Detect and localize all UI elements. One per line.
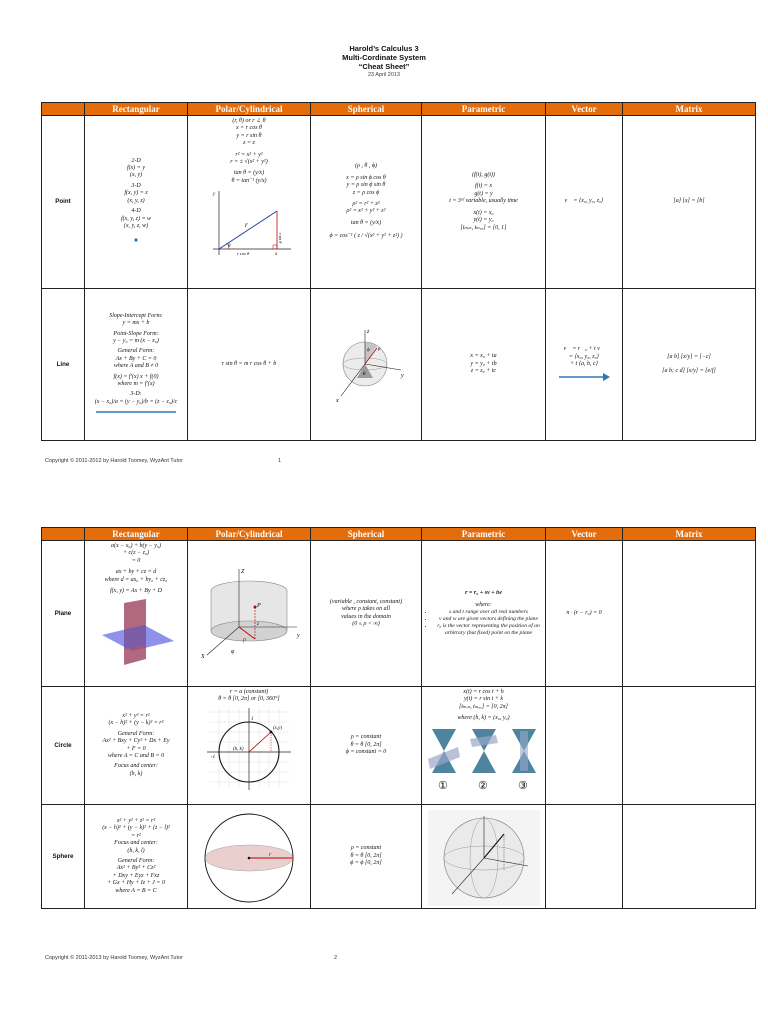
- cheat-sheet-table-page-1: [41, 102, 756, 441]
- col-header-parametric-2: Parametric: [422, 528, 546, 541]
- row-plane: [42, 541, 756, 687]
- col-header-rectangular-2: Rectangular: [85, 528, 188, 541]
- circle-polar: r = a (constant) θ = θ [0, 2π] or [0, 360°] (x,y) (h, k) 1 -1: [188, 687, 311, 805]
- z-label: z: [367, 328, 370, 335]
- cone-label-1: ①: [438, 779, 448, 792]
- point-vector: v⃗ = ⟨x₀, y₀, z₀⟩: [546, 116, 623, 289]
- cone-1: [428, 729, 460, 773]
- sphere-cross-section-diagram: [197, 810, 301, 906]
- circle-rectangular: x² + y² = r² (x − h)² + (y − k)² = r² General Form: Ax² + Bxy + Cy² + Dx + Ey + F = 0 where A = C and B = 0 Focus and center: (h, k): [85, 687, 188, 805]
- col-header-spherical-2: Spherical: [311, 528, 422, 541]
- tick-neg-label: -1: [211, 754, 216, 760]
- col-header-vector-2: Vector: [546, 528, 623, 541]
- document-header: [0, 44, 768, 79]
- line-parametric: x = x₀ + ta y = y₀ + tb z = z₀ + tc: [422, 289, 546, 441]
- x-label: x: [275, 252, 278, 258]
- cylinder-bottom: [211, 621, 287, 641]
- circle-parametric: x(t) = r cos t + h y(t) = r sin t + k [tₘᵢₙ, tₘₐₓ] = [0, 2π] where (h, k) = (x₀, y₀) ① ② ③: [422, 687, 546, 805]
- plane-parametric: r = r₀ + sv + tw where: • s and t range over all real numbers • v and w are given vectors defining the plane • r₀ is the vector representing the position of an arbitrary (but fixed) point on the plane: [422, 541, 546, 687]
- cone-label-3: ③: [518, 779, 528, 792]
- corner-cell-2: [42, 528, 85, 541]
- circle-matrix: [623, 687, 756, 805]
- title-line-2: Multi-Cordinate System: [342, 53, 426, 62]
- center-label: (h, k): [233, 746, 244, 752]
- corner-cell: [42, 103, 85, 116]
- col-header-matrix: Matrix: [623, 103, 756, 116]
- circle-vector: [546, 687, 623, 805]
- footer-page-2: [45, 955, 345, 961]
- col-header-matrix-2: Matrix: [623, 528, 756, 541]
- cylindrical-coordinates-diagram: [193, 565, 305, 665]
- cheat-sheet-table-page-2: [41, 527, 756, 909]
- z-label: Z: [241, 568, 245, 575]
- line-rectangular: Slope-Intercept Form: y = mx + b Point-Slope Form: y − y₀ = m (x − x₀) General Form: Ax + By + C = 0 where A and B ≠ 0 f(x) = f′(x) x + f(0) where m = f′(x) 3-D: (x − x₀)/a = (y − y₀)/b = (z − z₀)/c: [85, 289, 188, 441]
- z0-label: z: [257, 621, 259, 627]
- title-line-3: “Cheat Sheet”: [358, 62, 410, 71]
- point-xy-label: (x,y): [273, 725, 283, 731]
- point-xy: [270, 730, 273, 733]
- sphere-spherical: ρ = constant θ = θ [0, 2π] ϕ = ϕ [0, 2π]: [311, 805, 422, 909]
- footer-page-1: [45, 458, 345, 464]
- line-spherical: [311, 289, 422, 441]
- row-sphere: [42, 805, 756, 909]
- conic-sections-diagram: [424, 725, 544, 795]
- row-label-plane: Plane: [42, 541, 85, 687]
- point-parametric: (f(t), g(t)) f(t) = x g(t) = y t = 3ʳᵈ variable, usually time x(t) = x₀ y(t) = y₀ [tₘᵢₙ, tₘₐₓ] = [0, 1]: [422, 116, 546, 289]
- col-header-vector: Vector: [546, 103, 623, 116]
- title-line-1: Harold’s Calculus 3: [349, 44, 419, 53]
- cone-2: [470, 729, 498, 773]
- point-matrix: [a] [x] = [b]: [623, 116, 756, 289]
- page-number-1: 1: [278, 458, 282, 464]
- intersecting-planes-diagram: [94, 597, 178, 669]
- center-dot: [248, 856, 251, 859]
- col-header-parametric: Parametric: [422, 103, 546, 116]
- phi-label: ϕ: [367, 347, 370, 353]
- row-label-circle: Circle: [42, 687, 85, 805]
- col-header-spherical: Spherical: [311, 103, 422, 116]
- point-dot-icon: [126, 232, 146, 246]
- line-blue-sample: [94, 408, 178, 416]
- vector-arrow-icon: [557, 371, 611, 383]
- plane-param-bullets: • s and t range over all real numbers • v and w are given vectors defining the plane • r₀ is the vector representing the position of an arbitrary (but fixed) point on the plane: [424, 609, 543, 637]
- plane-vector: n · (r − r₀) = 0: [546, 541, 623, 687]
- sphere-matrix: [623, 805, 756, 909]
- unit-circle-grid-diagram: [203, 706, 295, 792]
- line-vector: v⃗ = r⃗₀ + t v⃗ = ⟨x₀, y₀, z₀⟩ + t ⟨a, b, c⟩: [546, 289, 623, 441]
- point-spherical: (ρ , θ , ϕ) x = ρ sin ϕ cos θ y = ρ sin ϕ sin θ z = ρ cos ϕ ρ² = r² + z² ρ² = x² + y² + z² tan θ = (y/x) ϕ = cos⁻¹ ( z / √(x² + y² + z²) ): [311, 116, 422, 289]
- p-label: P: [257, 602, 261, 609]
- sphere-polar: [188, 805, 311, 909]
- sphere-parametric: [422, 805, 546, 909]
- intersection-region: [124, 625, 146, 649]
- plane-spherical: (variable , constant, constant) where ρ takes on all values in the domain (0 ≤ ρ < ∞): [311, 541, 422, 687]
- x-axis-label: x: [336, 397, 339, 404]
- y-label: y: [297, 632, 300, 639]
- line-matrix: [a b] [x/y] = [−c] [a b; c d] [x/y] = [e/f]: [623, 289, 756, 441]
- theta-label: θ: [228, 244, 231, 250]
- cone-3: [512, 729, 536, 773]
- rcos-label: r cos θ: [237, 251, 250, 257]
- row-circle: [42, 687, 756, 805]
- plane-polar: [188, 541, 311, 687]
- row-line: [42, 289, 756, 441]
- polar-triangle-diagram: [203, 187, 295, 257]
- rsin-label: r sin θ: [278, 233, 283, 244]
- point-polar: (r, θ) or r ∠ θ x = r cos θ y = r sin θ z = z r² = x² + y² r = ± √(x² + y²) tan θ = (y/x) θ = tan⁻¹ (y/x) r r sin θ r cos θ θ x y: [188, 116, 311, 289]
- y-axis-label: y: [401, 372, 404, 379]
- line-polar: r sin θ = m r cos θ + b: [188, 289, 311, 441]
- radius-label: r: [269, 851, 272, 858]
- r-label: r: [245, 221, 248, 230]
- copyright-2: Copyright © 2011-2013 by Harold Toomey, WyzAnt Tutor: [45, 955, 183, 961]
- rho-label: ρ: [243, 636, 246, 643]
- sphere-vector: [546, 805, 623, 909]
- circle-spherical: ρ = constant θ = θ [0, 2π] ϕ = constant = 0: [311, 687, 422, 805]
- point-rectangular: 2-D f(x) = y (x, y) 3-D f(x, y) = z (x, y, z) 4-D f(x, y, z) = w (x, y, z, w): [85, 116, 188, 289]
- theta-angle-label: θ: [363, 371, 366, 377]
- row-label-point: Point: [42, 116, 85, 289]
- cone-label-2: ②: [478, 779, 488, 792]
- row-point: [42, 116, 756, 289]
- spherical-coordinates-diagram: [323, 324, 409, 408]
- phi-label: φ: [231, 648, 235, 655]
- date: 23 April 2013: [367, 72, 401, 78]
- col-header-polar: Polar/Cylindrical: [188, 103, 311, 116]
- right-angle-mark: [273, 245, 277, 249]
- copyright-1: Copyright © 2011-2012 by Harold Toomey, WyzAnt Tutor: [45, 458, 183, 464]
- sphere-wireframe-diagram: [428, 810, 540, 906]
- col-header-polar-2: Polar/Cylindrical: [188, 528, 311, 541]
- col-header-rectangular: Rectangular: [85, 103, 188, 116]
- y-label: y: [213, 192, 216, 198]
- row-label-sphere: Sphere: [42, 805, 85, 909]
- plane-matrix: [623, 541, 756, 687]
- row-label-line: Line: [42, 289, 85, 441]
- rho-label: ρ: [378, 346, 381, 352]
- tick-one-label: 1: [251, 716, 254, 722]
- x-label: X: [201, 653, 205, 660]
- plane-rectangular: a(x − x₀) + b(y − y₀) + c(z − z₀) = 0 ax + by + cz = d where d = ax₀ + by₀ + cz₀ f(x, y) = Ax + By + D: [85, 541, 188, 687]
- sphere-rectangular: x² + y² + z² = r² (x − h)² + (y − k)² + (z − l)² = r² Focus and center: (h, k, l) General Form: Ax² + By² + Cz² + Dxy + Eyz + Fxz + Gx + Hy + Iz + J = 0 where A = B = C: [85, 805, 188, 909]
- page-number-2: 2: [334, 955, 338, 961]
